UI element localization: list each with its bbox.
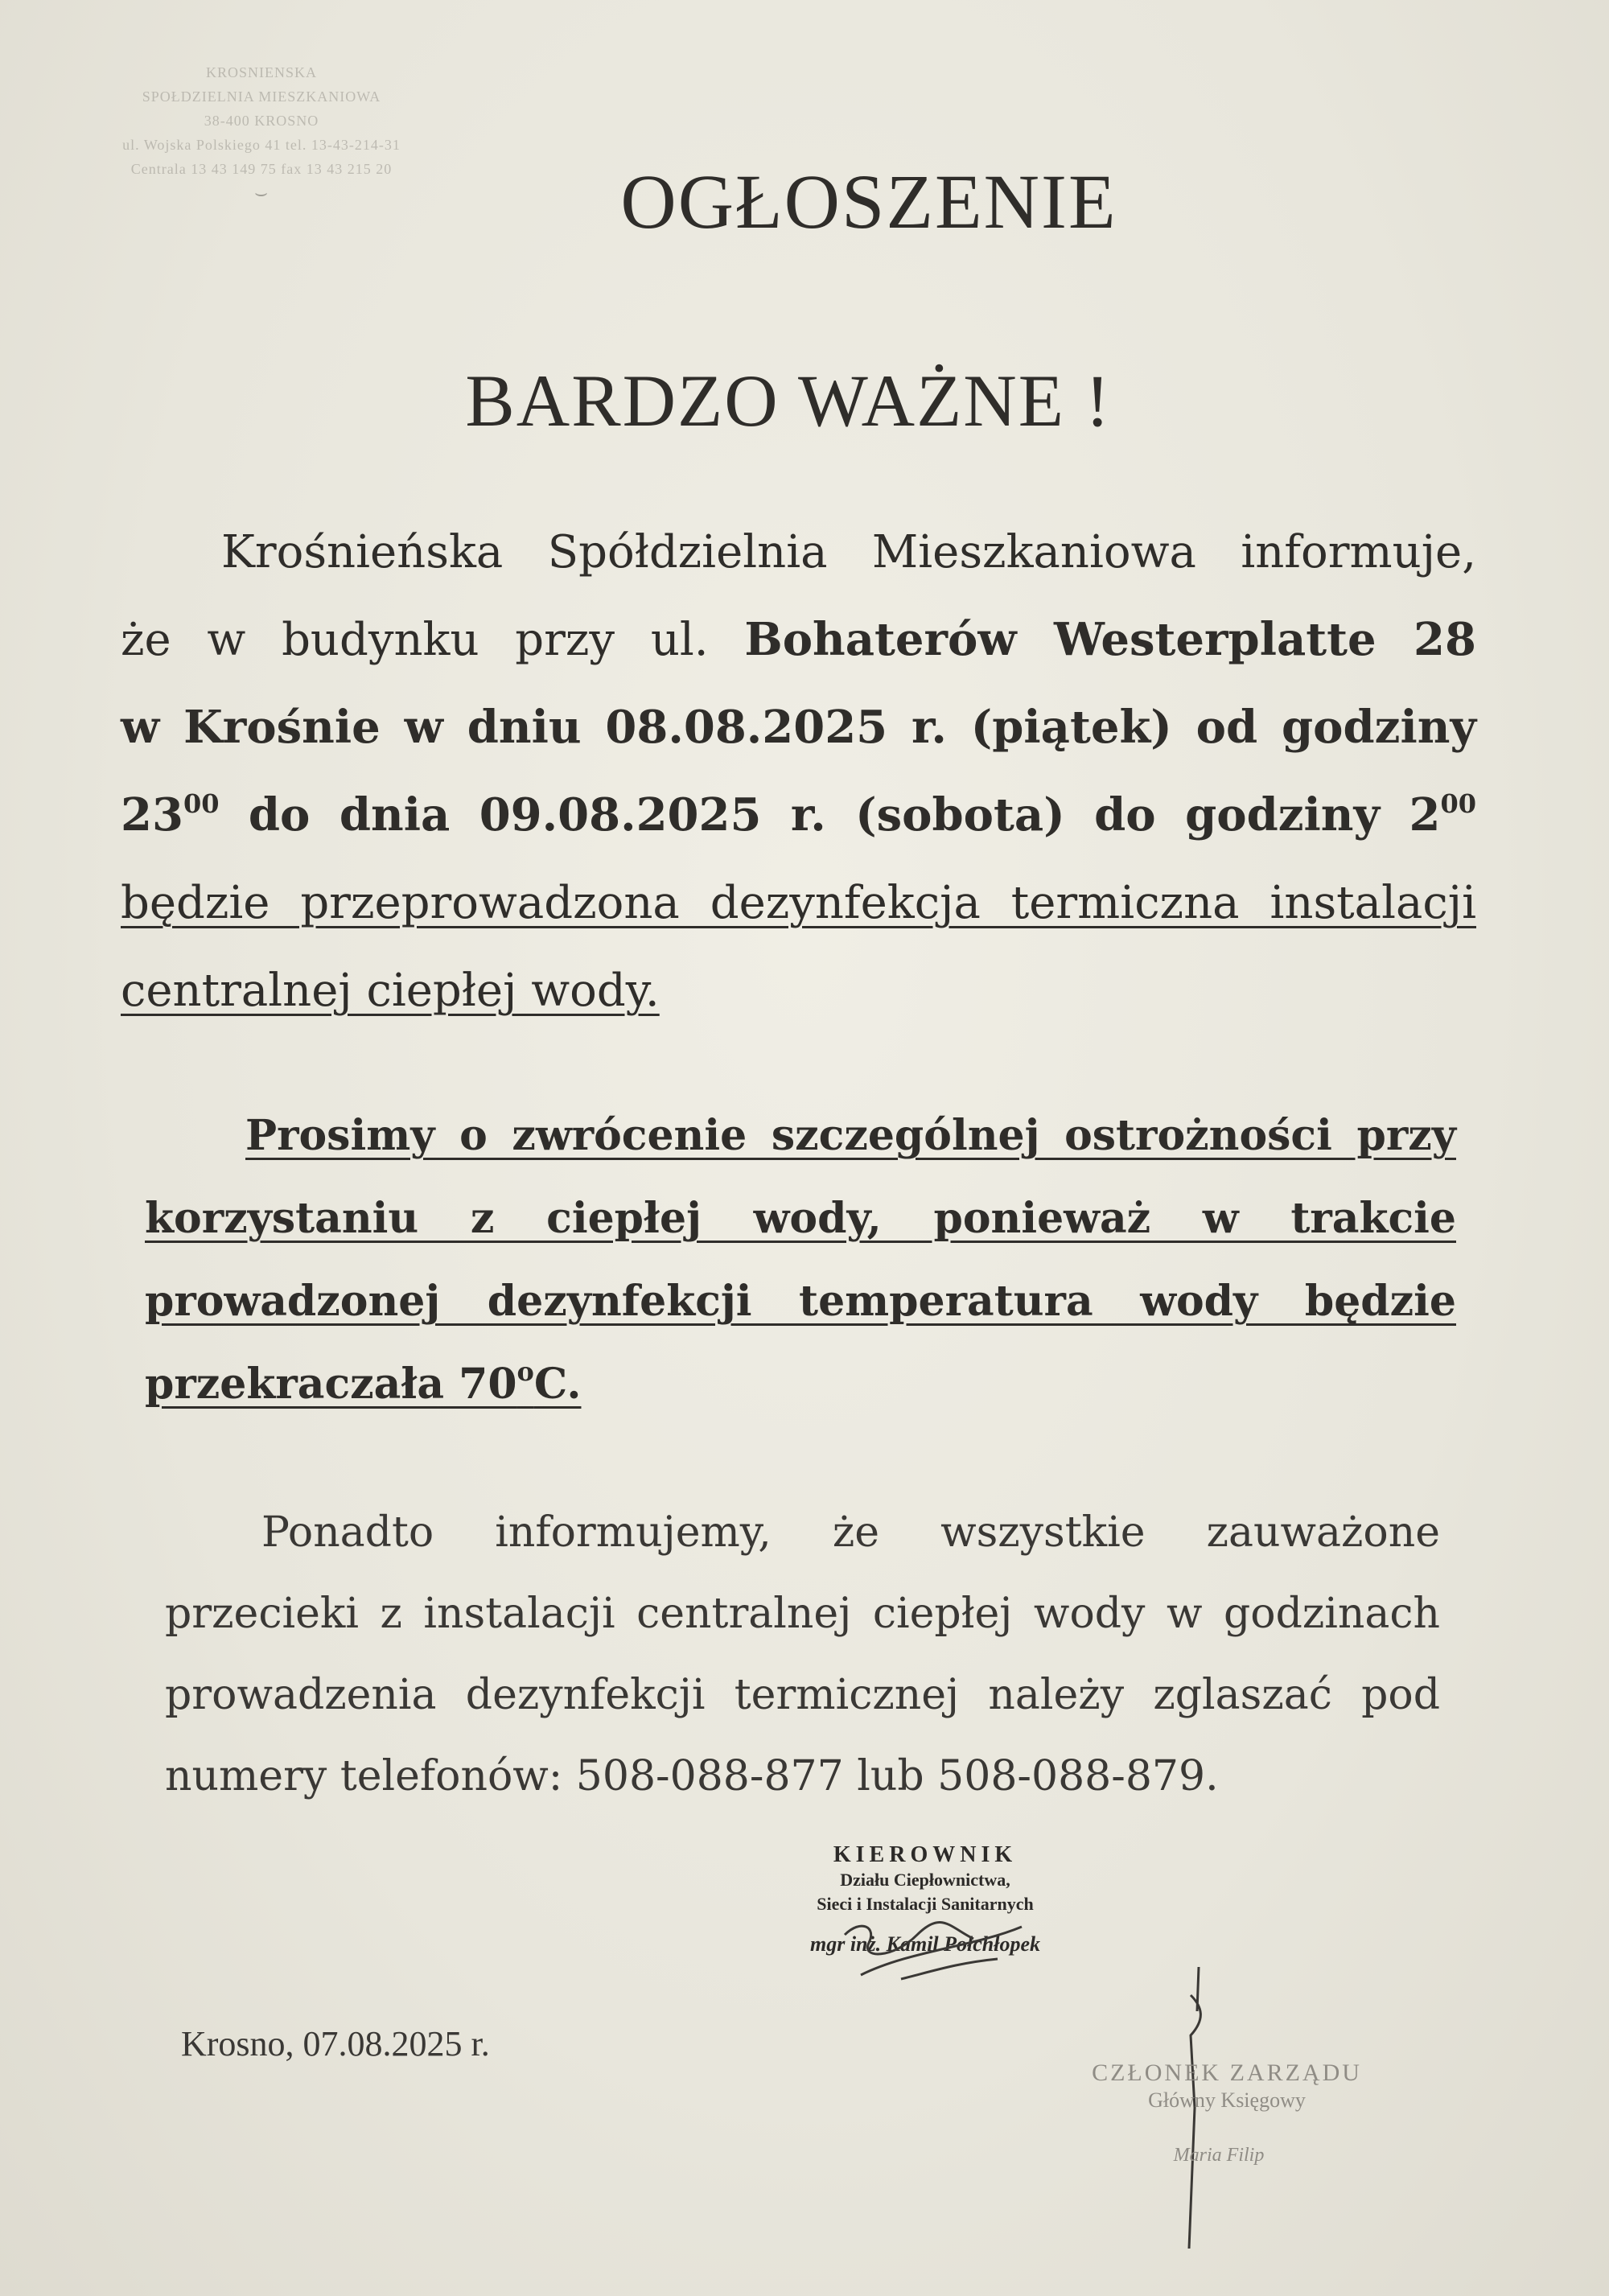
paragraph-leaks (165, 1492, 1440, 1817)
underlined-text: centralnej ciepłej wody. (121, 965, 660, 1017)
signature-department: Działu Ciepłownictwa, (840, 1870, 1010, 1890)
text-part: C. (533, 1360, 582, 1409)
superscript: 00 (183, 788, 220, 819)
superscript: 00 (1440, 788, 1476, 819)
stamp-line: KROSNIENSKA (205, 64, 317, 80)
stamp-line: Centrala 13 43 149 75 fax 13 43 215 20 (130, 161, 393, 177)
signature-role: KIEROWNIK (833, 1842, 1018, 1867)
paragraph-line (121, 859, 1476, 947)
underlined-text: Prosimy o zwrócenie szczególnej ostrożności przy (245, 1111, 1456, 1160)
paragraph-line: prowadzonej dezynfekcji temperatura wody będzie (145, 1277, 1456, 1326)
handwritten-signature-icon (813, 1903, 1054, 1991)
stamp-line: SPOŁDZIELNIA MIESZKANIOWA (142, 88, 381, 105)
time-start: 23 (121, 788, 183, 841)
paragraph-line: w Krośnie w dniu 08.08.2025 r. (piątek) od godziny (121, 701, 1476, 754)
underlined-text: będzie przeprowadzona dezynfekcja termiczna instalacji (121, 877, 1476, 929)
text-part: przekraczała 70 (145, 1360, 517, 1409)
signature-role: CZŁONEK ZARZĄDU (1092, 2059, 1362, 2086)
stamp-line: ul. Wojska Polskiego 41 tel. 13-43-214-31 (122, 137, 401, 153)
notice-title: OGŁOSZENIE (620, 158, 1117, 245)
stamp-emblem-icon: ⌣ (253, 181, 270, 204)
signature-department: Główny Księgowy (1148, 2088, 1306, 2112)
address-bold: Bohaterów Westerplatte 28 (744, 613, 1476, 666)
paragraph-disinfection (121, 508, 1476, 1035)
paragraph-line (121, 947, 1476, 1035)
degree-sign: o (516, 1356, 534, 1387)
paragraph-line (145, 1343, 1456, 1426)
notice-subtitle: BARDZO WAŻNE ! (465, 360, 1112, 442)
paragraph-line: prowadzenia dezynfekcji termicznej należy zglaszać pod (165, 1671, 1440, 1719)
underlined-text (145, 1356, 582, 1409)
paragraph-line: przecieki z instalacji centralnej ciepłej wody w godzinach (165, 1590, 1440, 1638)
paragraph-line: numery telefonów: 508-088-877 lub 508-088-879. (165, 1752, 1219, 1800)
paragraph-line (145, 1094, 1456, 1177)
signature-name: mgr inż. Kamil Połchłopek (809, 1932, 1041, 1956)
paragraph-warning (145, 1094, 1456, 1426)
document-date: Krosno, 07.08.2025 r. (181, 2024, 490, 2064)
signature-department: Sieci i Instalacji Sanitarnych (817, 1894, 1034, 1914)
paragraph-line (121, 596, 1476, 684)
text-plain: że w budynku przy ul. (121, 614, 709, 666)
paragraph-line: Krośnieńska Spółdzielnia Mieszkaniowa informuje, (221, 526, 1476, 578)
paragraph-line (121, 772, 1476, 859)
paragraph-line: Ponadto informujemy, że wszystkie zauważone (261, 1508, 1440, 1557)
board-member-signature-stamp (1046, 2059, 1408, 2166)
date-range: do dnia 09.08.2025 r. (sobota) do godziny 2 (219, 788, 1441, 841)
signature-name: Maria Filip (1173, 2145, 1265, 2166)
paragraph-line: korzystaniu z ciepłej wody, ponieważ w trakcie (145, 1194, 1456, 1243)
stamp-line: 38-400 KROSNO (204, 113, 319, 129)
